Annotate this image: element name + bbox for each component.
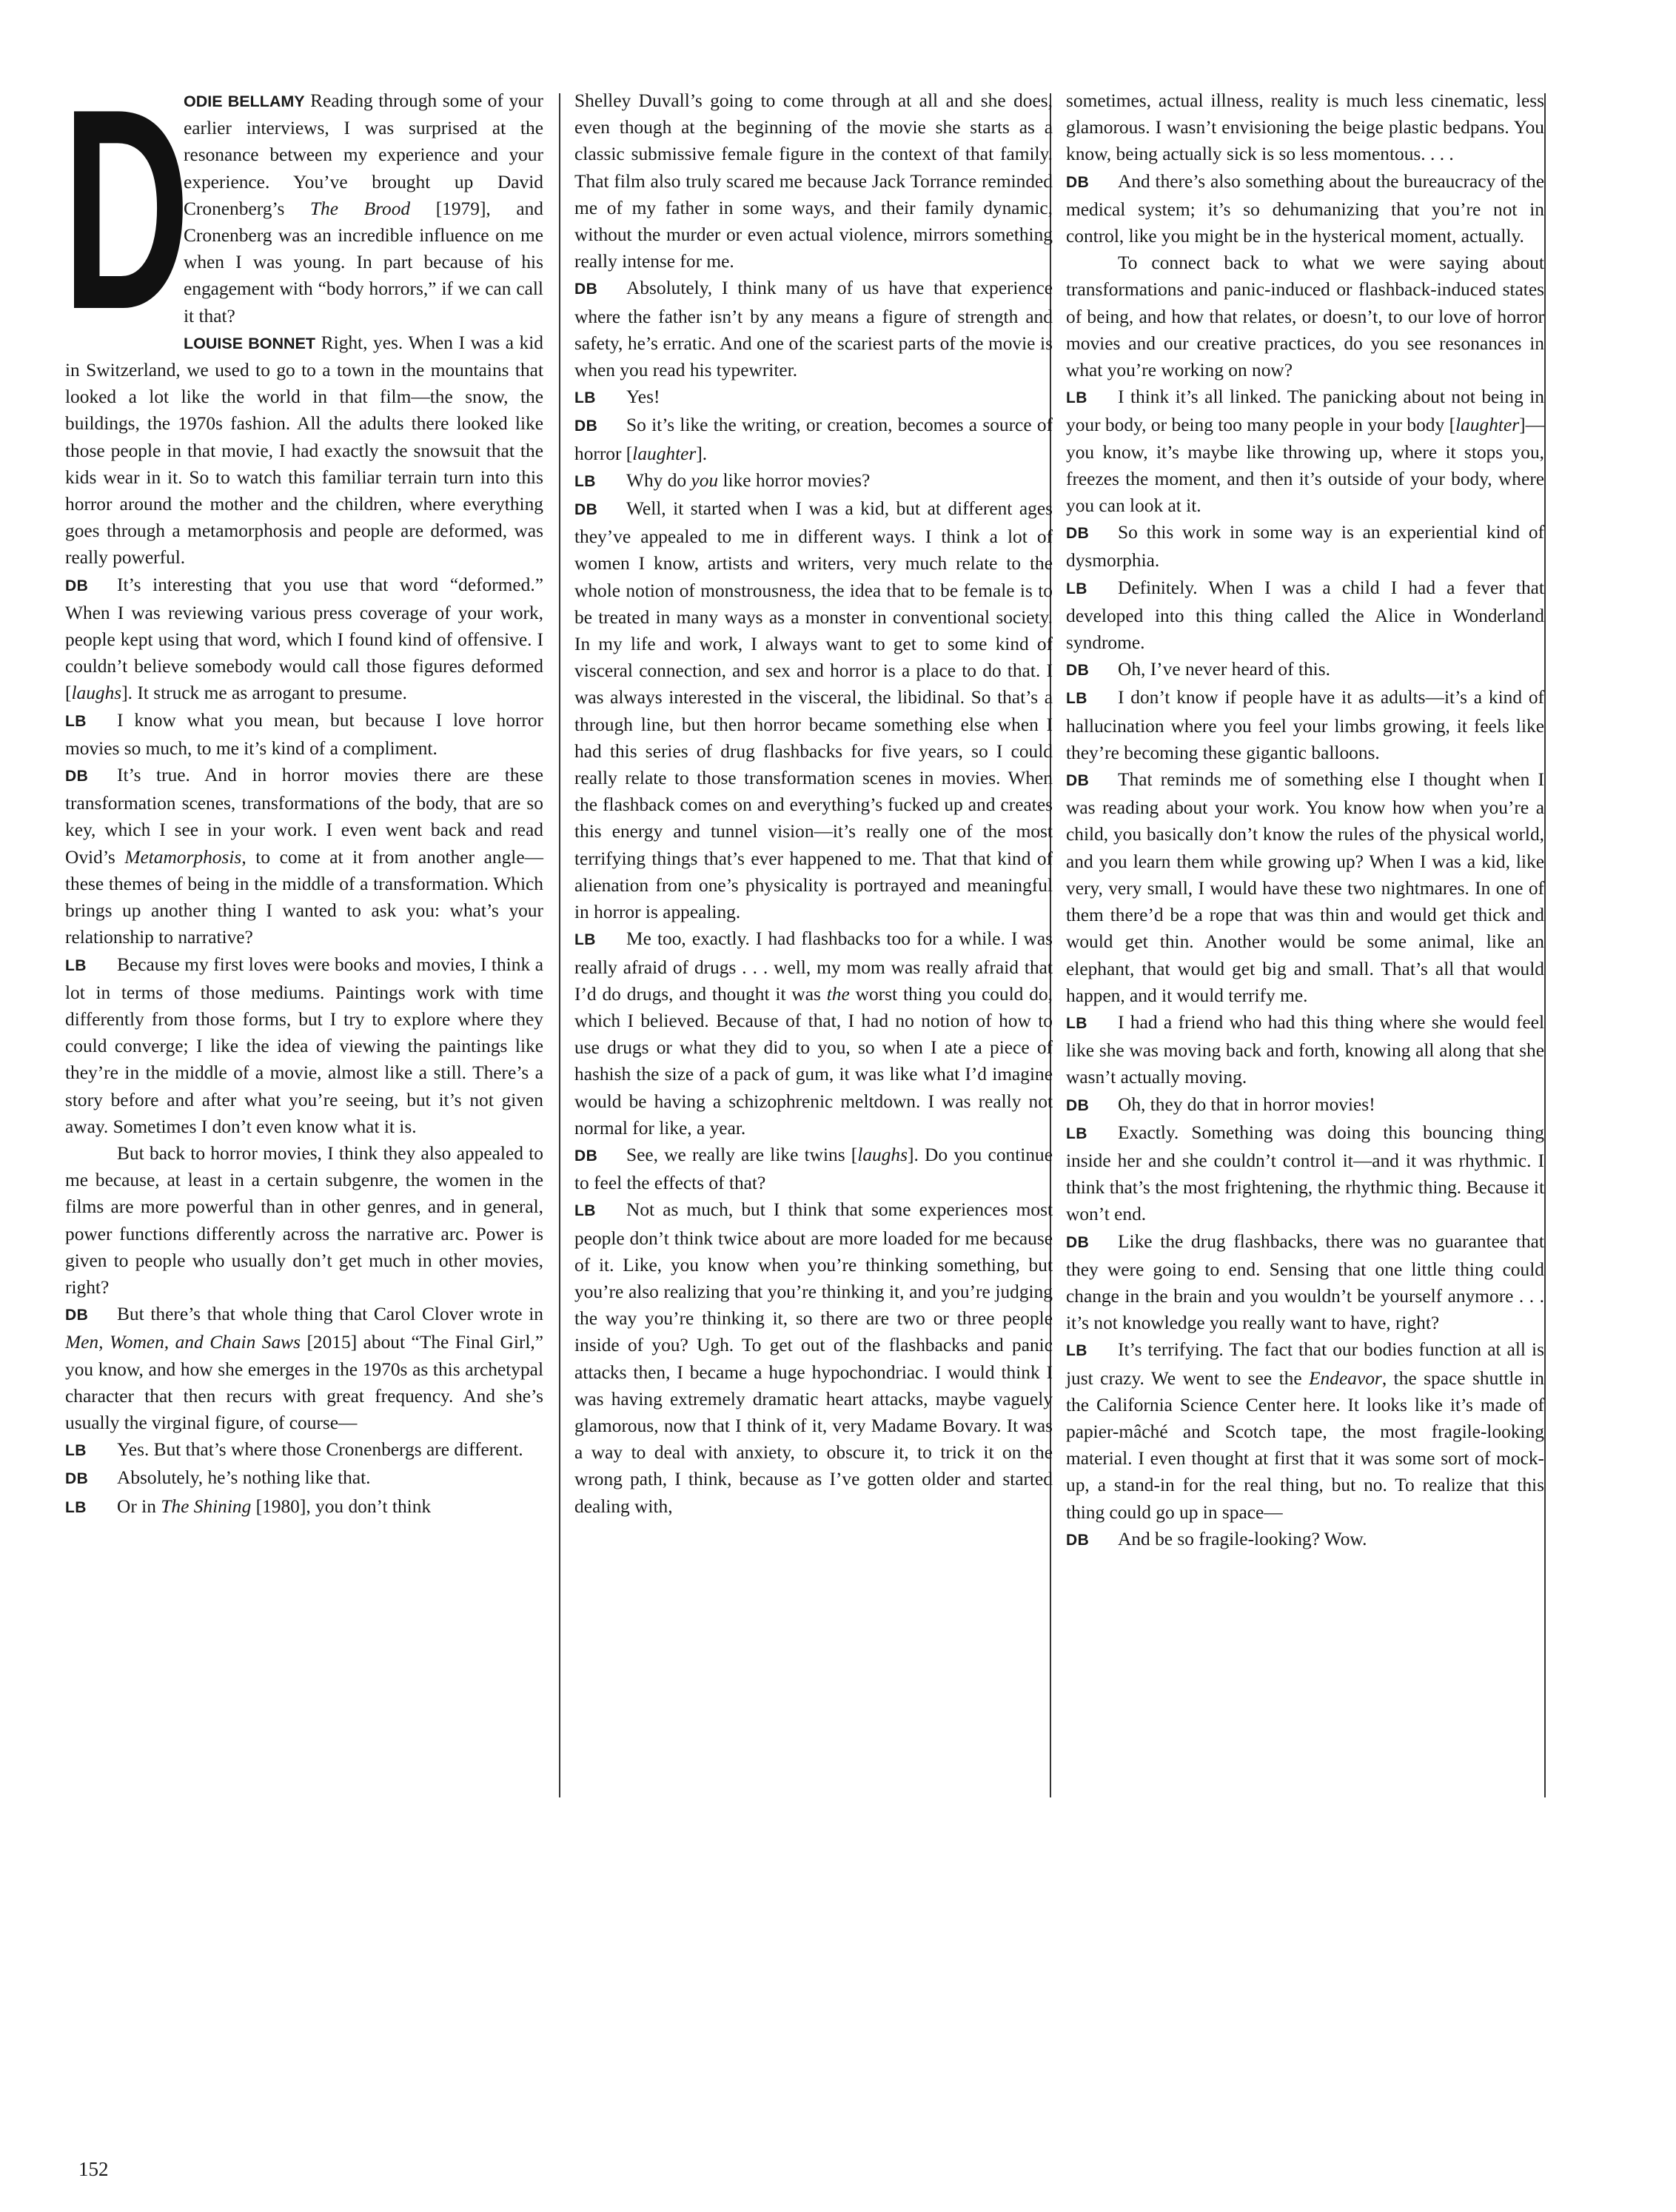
speaker-tag: LB	[1066, 690, 1087, 708]
paragraph: Shelley Duvall’s going to come through at all and she does, even though at the beginning of the movie she starts as a classic submissive female figure in the context of that family. That film also truly scared me because Jack Torrance reminded me of my father in some ways, and their family dynamic, without the murder or even actual violence, mirrors something really intense for me.	[574, 90, 1053, 272]
speaker-tag: DB	[574, 281, 598, 298]
paragraph: DB It’s interesting that you use that word “deformed.” When I was reviewing various press coverage of your work, people kept using that word, which I found kind of offensive. I couldn’t believe somebody would call those figures deformed [laughs]. It struck me as arrogant to presume.	[65, 574, 543, 704]
speaker-tag: LB	[1066, 580, 1087, 597]
paragraph: LB It’s terrifying. The fact that our bodies function at all is just crazy. We went to see the Endeavor, the space shuttle in the California Science Center here. It looks like it’s made of papier-mâché and Scotch tape, the most fragile-looking material. I even thought at first that it was some sort of mock-up, a stand-in for the real thing, but no. To realize that this thing could go up in space—	[1066, 1339, 1544, 1523]
paragraph: DB That reminds me of something else I thought when I was reading about your work. You know how when you’re a child, you basically don’t know the rules of the physical world, and you learn them while growing up? When I was a kid, like very, very small, I would have these two nightmares. In one of them there’d be a rope that was thin and would get thick and would get thin. Another would be some animal, like an elephant, that would get big and small. That’s all that would happen, and it would terrify me.	[1066, 769, 1544, 1006]
paragraph: LB Yes!	[574, 383, 1053, 412]
paragraph: LB Yes. But that’s where those Cronenbergs are different.	[65, 1436, 543, 1464]
page-number: 152	[78, 2158, 109, 2180]
paragraph: DB But there’s that whole thing that Carol Clover wrote in Men, Women, and Chain Saws [2015] about “The Final Girl,” you know, and how she emerges in the 1970s as this archetypal character that then recurs with great frequency. And she’s usually the virginal figure, of course—	[65, 1304, 543, 1433]
speaker-tag: LB	[574, 1202, 596, 1220]
paragraph: LB Why do you like horror movies?	[574, 467, 1053, 495]
speaker-tag: LB	[1066, 1014, 1087, 1032]
speaker-name: LOUISE BONNET	[184, 334, 316, 352]
paragraph: LOUISE BONNET Right, yes. When I was a kid in Switzerland, we used to go to a town in the mountains that looked a lot like the world in that film—the snow, the buildings, the 1970s fashion. All the adults there looked like those people in that movie, I had exactly the snowsuit that the kids wear in it. So to watch this familiar terrain turn into this horror around the mother and the children, where everything goes through a metamorphosis and people are deformed, was really powerful.	[65, 332, 544, 569]
paragraph: DB It’s true. And in horror movies there are these transformation scenes, transformations of the body, that are so key, which I see in your work. I even went back and read Ovid’s Metamorphosis, to come at it from another angle—these themes of being in the middle of a transformation. Which brings up another thing I wanted to ask you: what’s your relationship to narrative?	[65, 765, 543, 948]
paragraph: DB Oh, they do that in horror movies!	[1066, 1091, 1544, 1119]
paragraph: LB I think it’s all linked. The panicking about not being in your body, or being too many people in your body [laughter]—you know, it’s maybe like throwing up, where it stops you, freezes the moment, and then it’s outside of your body, where you can look at it.	[1066, 386, 1544, 517]
text-column-1	[62, 50, 544, 1521]
paragraph: DB And be so fragile-looking? Wow.	[1066, 1526, 1544, 1554]
paragraph: DB Absolutely, he’s nothing like that.	[65, 1464, 543, 1492]
paragraph: DB Oh, I’ve never heard of this.	[1066, 656, 1544, 684]
paragraph: LB Exactly. Something was doing this bouncing thing inside her and she couldn’t control it—and it was rhythmic. I think that’s the most frightening, the rhythmic thing. Because it won’t end.	[1066, 1122, 1544, 1225]
speaker-tag: DB	[1066, 662, 1090, 680]
speaker-tag: DB	[1066, 1531, 1090, 1549]
paragraph: DB Absolutely, I think many of us have that experience where the father isn’t by any means a figure of strength and safety, he’s erratic. And one of the scariest parts of the movie is when you read his typewriter.	[574, 278, 1053, 381]
speaker-tag: LB	[65, 956, 87, 974]
paragraph: DB And there’s also something about the bureaucracy of the medical system; it’s so dehumanizing that you’re not in control, like you might be in the hysterical moment, actually.	[1066, 170, 1544, 247]
speaker-tag: DB	[1066, 1233, 1090, 1251]
drop-cap: D	[62, 50, 190, 369]
paragraph: LB Or in The Shining [1980], you don’t think	[65, 1493, 543, 1521]
speaker-tag: DB	[574, 1147, 598, 1164]
speaker-tag: DB	[1066, 173, 1090, 191]
paragraph: LB Not as much, but I think that some experiences most people don’t think twice about are more loaded for me because of it. Like, you know when you’re thinking something, but you’re also realizing that you’re thinking it, and you’re judging the way you’re thinking it, so there are two or three people inside of you? Ugh. To get out of the flashbacks and panic attacks then, I became a huge hypochondriac. I would think I was having extremely dramatic heart attacks, maybe vaguely glamorous, now that I think of it, very Madame Bovary. It was a way to deal with anxiety, to obscure it, to trick it on the wrong path, I think, because as I’ve gotten older and started dealing with,	[574, 1199, 1053, 1517]
text-column-2	[574, 87, 1053, 1520]
speaker-tag: LB	[1066, 1125, 1087, 1142]
speaker-tag: DB	[574, 501, 598, 519]
opening-paragraph: D ODIE BELLAMY Reading through some of your earlier interviews, I was surprised at the resonance between my experience and your experience. You’ve brought up David Cronenberg’s The Brood [1979], and Cronenberg was an incredible influence on me when I was young. In part because of his engagement with “body horrors,” if we can call it that?	[62, 50, 543, 369]
speaker-tag: DB	[65, 1470, 89, 1488]
paragraph: DB See, we really are like twins [laughs]. Do you continue to feel the effects of that?	[574, 1144, 1053, 1194]
speaker-name: ODIE BELLAMY	[184, 93, 305, 110]
paragraph: sometimes, actual illness, reality is much less cinematic, less glamorous. I wasn’t envisioning the beige plastic bedpans. You know, being actually sick is so less momentous. . . .	[1066, 90, 1544, 165]
paragraph: DB Well, it started when I was a kid, but at different ages they’ve appealed to me in different ways. I think a lot of women I know, artists and writers, very much relate to the whole notion of monstrousness, the idea that to be female is to be treated in many ways as a monster in conventional society. In my life and work, I always want to get to some kind of visceral connection, and sex and horror is a place to do that. I was always interested in the visceral, the libidinal. So that’s a through line, but then horror became something else when I had this series of drug flashbacks for five years, so I could really relate to those transformation scenes in movies. When the flashback comes on and everything’s fucked up and creates this energy and tunnel vision—it’s really one of the most terrifying things that’s ever happened to me. That that kind of alienation from one’s physicality is portrayed and meaningful in horror is appealing.	[574, 498, 1053, 923]
text-column-3	[1066, 87, 1544, 1554]
paragraph: DB Like the drug flashbacks, there was no guarantee that they were going to end. Sensing that one little thing could change in the brain and you wouldn’t be yourself anymore . . . it’s not knowledge you really want to have, right?	[1066, 1230, 1544, 1334]
paragraph: But back to horror movies, I think they also appealed to me because, at least in a certain subgenre, the women in the films are more powerful than in other genres, and in general, power functions differently across the narrative arc. Power is given to people who usually don’t get much in other movies, right?	[65, 1142, 543, 1298]
paragraph: LB Me too, exactly. I had flashbacks too for a while. I was really afraid of drugs . . . well, my mom was really afraid that I’d do drugs, and thought it was the worst thing you could do, which I believed. Because of that, I had no notion of how to use drugs or what they did to you, so when I ate a piece of hashish the size of a pack of gum, it was like what I’d imagine would be having a schizophrenic meltdown. I was really not normal for like, a year.	[574, 928, 1053, 1139]
speaker-tag: DB	[65, 1307, 89, 1324]
speaker-tag: LB	[65, 1442, 87, 1460]
paragraph: LB Because my first loves were books and movies, I think a lot in terms of those mediums. Paintings work with time differently from those forms, but I try to explore where they could converge; I like the idea of viewing the paintings like they’re in the middle of a movie, almost like a still. There’s a story before and after what you’re seeing, but it’s not given away. Sometimes I don’t even know what it is.	[65, 953, 543, 1137]
paragraph: DB So it’s like the writing, or creation, becomes a source of horror [laughter].	[574, 415, 1053, 464]
paragraph: LB Definitely. When I was a child I had a fever that developed into this thing called the Alice in Wonderland syndrome.	[1066, 577, 1544, 654]
column-rule-1	[559, 93, 560, 1797]
speaker-tag: DB	[1066, 1096, 1090, 1114]
paragraph: LB I know what you mean, but because I love horror movies so much, to me it’s kind of a compliment.	[65, 709, 543, 759]
speaker-tag: DB	[65, 768, 89, 785]
speaker-tag: LB	[574, 472, 596, 490]
speaker-tag: LB	[574, 931, 596, 949]
speaker-tag: LB	[65, 712, 87, 730]
paragraph: DB So this work in some way is an experiential kind of dysmorphia.	[1066, 522, 1544, 572]
column-rule-3	[1544, 93, 1546, 1797]
speaker-tag: LB	[1066, 389, 1087, 407]
speaker-tag: DB	[1066, 772, 1090, 790]
speaker-tag: LB	[65, 1498, 87, 1516]
paragraph: LB I had a friend who had this thing where she would feel like she was moving back and forth, knowing all along that she wasn’t actually moving.	[1066, 1011, 1544, 1088]
speaker-tag: LB	[574, 389, 596, 407]
speaker-tag: DB	[1066, 525, 1090, 543]
paragraph: To connect back to what we were saying about transformations and panic-induced or flashback-induced states of being, and how that relates, or doesn’t, to our love of horror movies and our creative practices, do you see resonances in what you’re working on now?	[1066, 252, 1544, 381]
speaker-tag: DB	[574, 418, 598, 435]
speaker-tag: LB	[1066, 1342, 1087, 1360]
paragraph: LB I don’t know if people have it as adults—it’s a kind of hallucination where you feel your limbs growing, it feels like they’re becoming these gigantic balloons.	[1066, 687, 1544, 763]
speaker-tag: DB	[65, 577, 89, 594]
